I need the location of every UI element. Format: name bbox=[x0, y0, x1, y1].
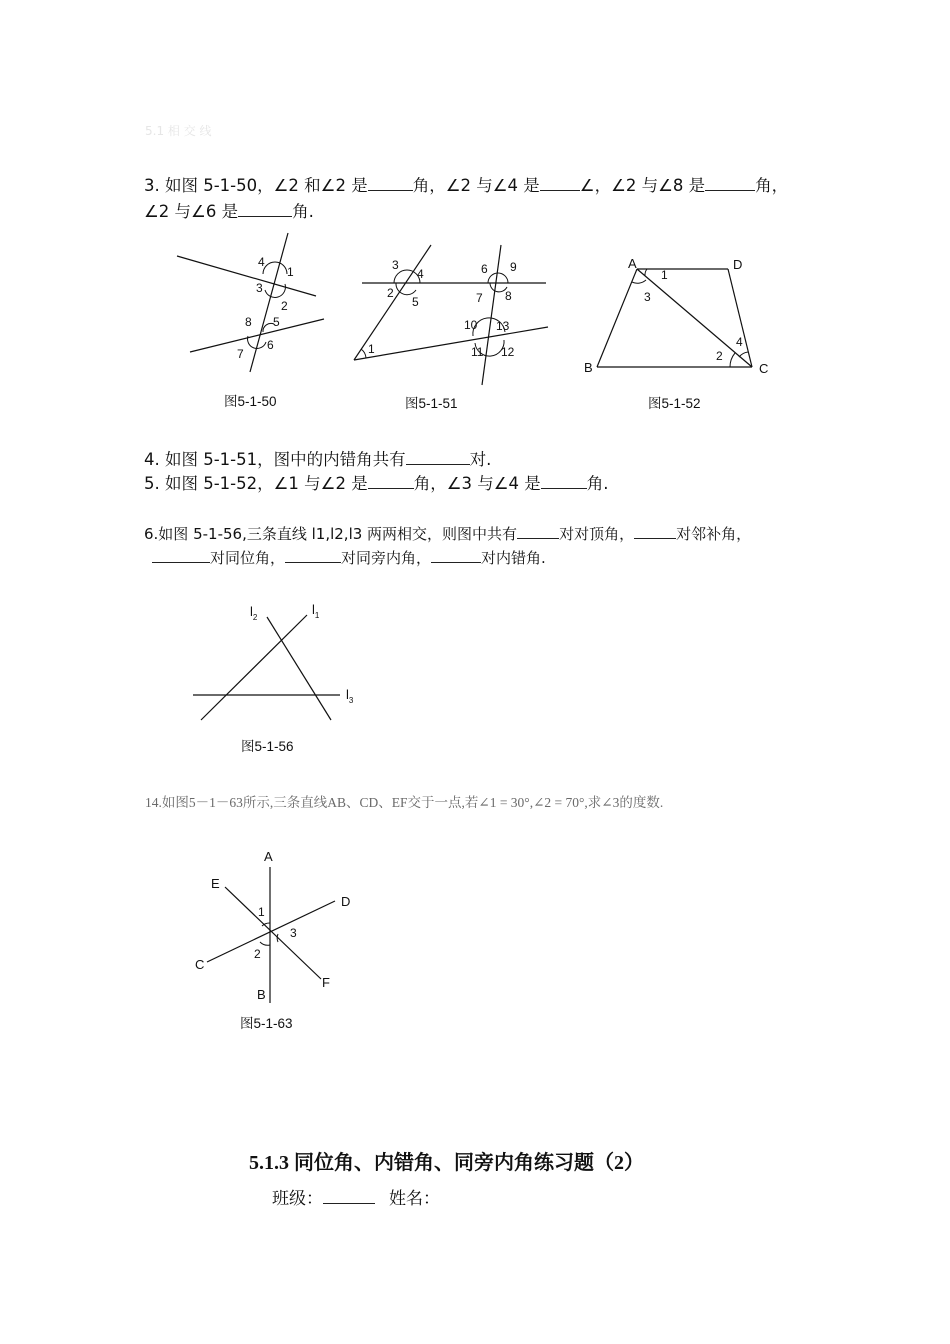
question-5 bbox=[144, 471, 609, 497]
q5-blank-2[interactable] bbox=[541, 473, 587, 489]
fig51-label-12: 12 bbox=[501, 345, 515, 359]
q3-line2-a: ∠2 与∠6 是 bbox=[144, 202, 239, 221]
question-14: 14.如图5－1－63所示,三条直线AB、CD、EF交于一点,若∠1 = 30°,∠2 = 70°,求∠3的度数. bbox=[145, 795, 664, 810]
q6-text-d: 对同位角， bbox=[210, 549, 286, 567]
fig56-label-l2: $l_2$ bbox=[250, 604, 258, 622]
q3-part-3: ∠，∠2 与∠8 是 bbox=[579, 176, 706, 195]
q4-blank[interactable] bbox=[406, 449, 470, 465]
figure-5-1-63 bbox=[190, 845, 360, 1035]
q3-part-1: 3. 如图 5-1-50，∠2 和∠2 是 bbox=[144, 176, 368, 195]
q6-blank-1[interactable] bbox=[517, 523, 559, 539]
fig52-label-D: D bbox=[733, 257, 743, 272]
q6-text-a: 6.如图 5-1-56,三条直线 l1,l2,l3 两两相交，则图中共有 bbox=[144, 525, 518, 543]
q3-part-2: 角，∠2 与∠4 是 bbox=[412, 176, 540, 195]
name-label: 姓名： bbox=[389, 1189, 440, 1209]
fig51-label-8: 8 bbox=[505, 289, 512, 303]
q3-blank-3[interactable] bbox=[705, 175, 755, 191]
fig52-diagonal-AC bbox=[637, 269, 752, 367]
fig63-label-B: B bbox=[257, 987, 266, 1002]
q5-text-a: 5. 如图 5-1-52，∠1 与∠2 是 bbox=[144, 474, 368, 493]
q3-part-4: 角， bbox=[755, 176, 789, 195]
fig51-label-9: 9 bbox=[510, 260, 517, 274]
fig51-label-7: 7 bbox=[476, 291, 483, 305]
fig51-label-4: 4 bbox=[417, 267, 424, 281]
q6-text-c: 对邻补角， bbox=[676, 525, 752, 543]
fig56-label-l3: $l_3$ bbox=[346, 687, 354, 705]
q4-text-a: 4. 如图 5-1-51，图中的内错角共有 bbox=[144, 450, 406, 469]
q6-text-f: 对内错角. bbox=[481, 549, 546, 567]
fig52-label-B: B bbox=[584, 360, 593, 375]
fig52-caption: 图5-1-52 bbox=[648, 396, 701, 411]
q5-blank-1[interactable] bbox=[368, 473, 414, 489]
figure-5-1-50 bbox=[170, 228, 340, 368]
question-3-line-1 bbox=[144, 173, 788, 199]
fig52-label-2: 2 bbox=[716, 349, 723, 363]
fig63-label-F: F bbox=[322, 975, 330, 990]
fig51-caption: 图5-1-51 bbox=[405, 396, 458, 411]
fig51-label-13: 13 bbox=[496, 319, 510, 333]
q3-blank-2[interactable] bbox=[540, 175, 580, 191]
q3-blank-1[interactable] bbox=[368, 175, 413, 191]
fig52-arc-1 bbox=[645, 269, 647, 276]
fig50-label-7: 7 bbox=[237, 347, 244, 361]
faint-header: 5.1 相 交 线 bbox=[145, 124, 212, 138]
fig52-arc-2 bbox=[730, 353, 735, 367]
fig63-caption: 图5-1-63 bbox=[240, 1016, 293, 1031]
fig63-label-2: 2 bbox=[254, 947, 261, 961]
fig51-label-11: 11 bbox=[471, 345, 484, 359]
fig51-arc-6 bbox=[488, 273, 508, 283]
fig56-line-l1 bbox=[201, 615, 307, 720]
fig56-line-l2 bbox=[267, 617, 331, 720]
fig63-label-3: 3 bbox=[290, 926, 297, 940]
fig52-arc-4 bbox=[739, 352, 748, 357]
fig51-label-10: 10 bbox=[464, 318, 478, 332]
fig63-line-EF bbox=[225, 887, 321, 979]
fig50-arc-4 bbox=[263, 262, 287, 274]
fig63-label-C: C bbox=[195, 957, 205, 972]
fig50-label-5: 5 bbox=[273, 315, 280, 329]
fig52-label-4: 4 bbox=[736, 335, 743, 349]
fig50-label-2: 2 bbox=[281, 299, 288, 313]
fig52-label-1: 1 bbox=[661, 268, 668, 282]
figure-5-1-56 bbox=[190, 600, 370, 730]
q6-text-e: 对同旁内角， bbox=[341, 549, 432, 567]
fig52-label-C: C bbox=[759, 361, 769, 376]
class-name-line bbox=[272, 1184, 440, 1209]
question-4 bbox=[144, 447, 491, 473]
fig63-label-A: A bbox=[264, 849, 273, 864]
q4-text-b: 对. bbox=[469, 450, 492, 469]
fig51-label-3: 3 bbox=[392, 258, 399, 272]
fig50-label-8: 8 bbox=[245, 315, 252, 329]
fig51-arc-1 bbox=[361, 349, 366, 358]
question-6-line-1 bbox=[144, 522, 751, 546]
q6-blank-4[interactable] bbox=[285, 547, 341, 563]
q5-text-c: 角. bbox=[586, 474, 609, 493]
q6-blank-2[interactable] bbox=[634, 523, 676, 539]
fig51-label-6: 6 bbox=[481, 262, 488, 276]
fig63-label-1: 1 bbox=[258, 905, 265, 919]
fig51-label-1: 1 bbox=[368, 342, 375, 356]
fig63-arc-2 bbox=[260, 942, 270, 945]
q5-text-b: 角，∠3 与∠4 是 bbox=[413, 474, 541, 493]
figure-5-1-52 bbox=[580, 255, 780, 385]
fig56-label-l1: $l_1$ bbox=[312, 602, 320, 620]
q3-line2-b: 角. bbox=[292, 202, 314, 221]
fig51-label-5: 5 bbox=[412, 295, 419, 309]
fig51-label-2: 2 bbox=[387, 286, 394, 300]
fig56-caption: 图5-1-56 bbox=[241, 739, 294, 754]
q3-blank-4[interactable] bbox=[238, 201, 292, 217]
fig52-label-3: 3 bbox=[644, 290, 651, 304]
question-3-line-2 bbox=[144, 199, 314, 225]
fig50-line-top bbox=[177, 256, 316, 296]
fig50-label-4: 4 bbox=[258, 255, 265, 269]
q6-blank-5[interactable] bbox=[431, 547, 481, 563]
section-title: 5.1.3 同位角、内错角、同旁内角练习题（2） bbox=[249, 1152, 644, 1174]
fig63-label-D: D bbox=[341, 894, 351, 909]
fig63-label-E: E bbox=[211, 876, 220, 891]
fig50-label-3: 3 bbox=[256, 281, 263, 295]
fig50-label-6: 6 bbox=[267, 338, 274, 352]
fig52-label-A: A bbox=[628, 256, 637, 271]
fig52-side-DC bbox=[728, 269, 752, 367]
fig50-label-1: 1 bbox=[287, 265, 294, 279]
q6-blank-3[interactable] bbox=[152, 547, 210, 563]
fig50-caption: 图5-1-50 bbox=[224, 394, 277, 409]
class-blank[interactable] bbox=[323, 1188, 375, 1204]
fig51-line-bottom bbox=[354, 327, 548, 360]
fig52-side-AB bbox=[597, 269, 637, 367]
q6-text-b: 对对顶角， bbox=[559, 525, 635, 543]
class-label: 班级： bbox=[272, 1189, 323, 1209]
figure-5-1-51 bbox=[350, 240, 550, 390]
question-6-line-2 bbox=[152, 546, 546, 570]
fig52-arc-3 bbox=[632, 280, 646, 283]
